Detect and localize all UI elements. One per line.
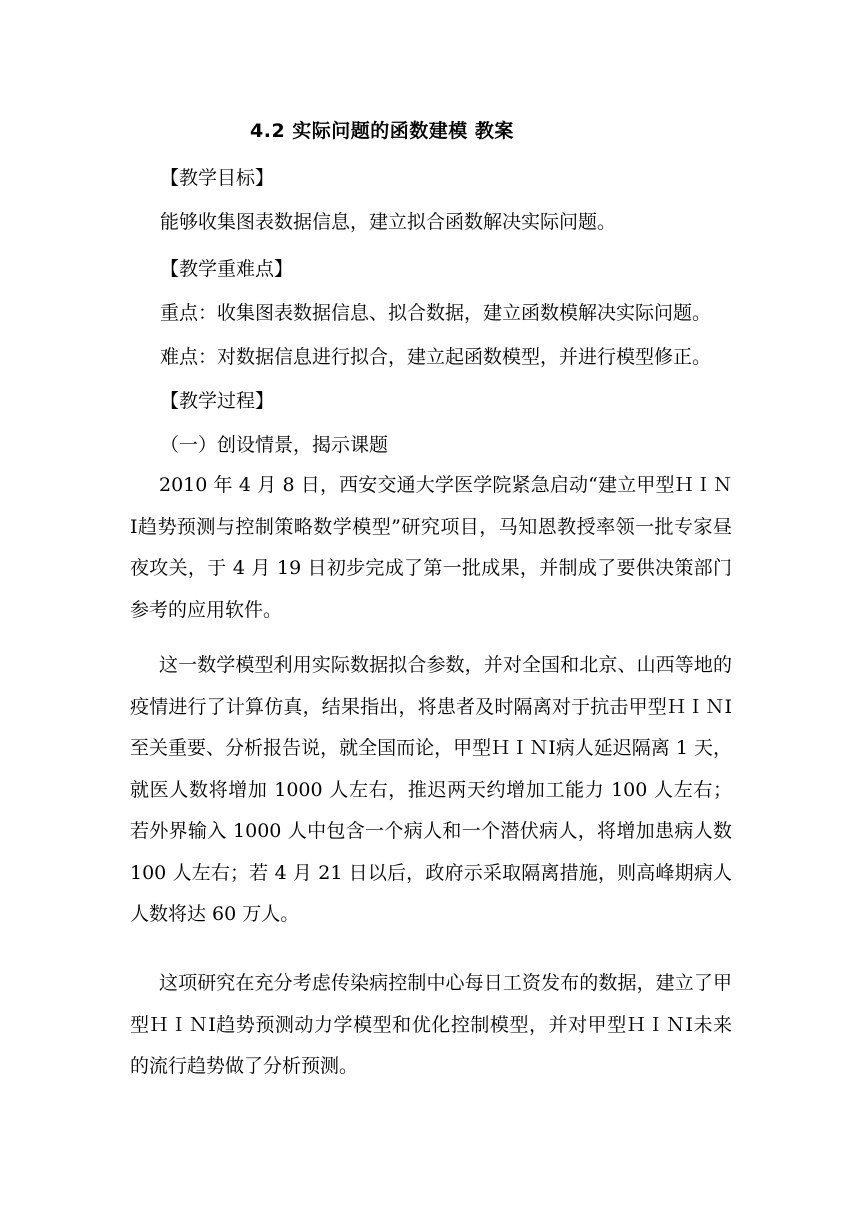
section-heading-key-points: 【教学重难点】 <box>160 258 294 280</box>
difficult-point-text: 难点：对数据信息进行拟合，建立起函数模型，并进行模型修正。 <box>160 346 712 368</box>
body-paragraph: 这一数学模型利用实际数据拟合参数，并对全国和北京、山西等地的疫情进行了计算仿真，结果指出，将患者及时隔离对于抗击甲型ＨＩＮⅠ至关重要、分析报告说，就全国而论，甲型ＨＩＮⅠ病人延迟隔离 1 天，就医人数将增加 1000 人左右，推迟两天约增加工能力 100 人左右；若外界输入 1000 人中包含一个病人和一个潜伏病人，将增加患病人数 100 人左右；若 4 月 21 日以后，政府示采取隔离措施，则高峰期病人人数将达 60 万人。 <box>130 654 732 925</box>
document-title: 4.2 实际问题的函数建模 教案 <box>250 120 514 142</box>
body-paragraph: 这项研究在充分考虑传染病控制中心每日工资发布的数据，建立了甲型ＨＩＮⅠ趋势预测动力学模型和优化控制模型，并对甲型ＨＩＮⅠ未来的流行趋势做了分析预测。 <box>130 972 732 1077</box>
key-point-text: 重点：收集图表数据信息、拟合数据，建立函数模解决实际问题。 <box>160 302 712 324</box>
section-heading-teaching-process: 【教学过程】 <box>160 390 275 412</box>
body-paragraph: 2010 年 4 月 8 日，西安交通大学医学院紧急启动“建立甲型ＨＩＮⅠ趋势预测与控制策略数学模型”研究项目，马知恩教授率领一批专家昼夜攻关，于 4 月 19 日初步完成了第一批成果，并制成了要供决策部门参考的应用软件。 <box>130 474 732 621</box>
subsection-heading-intro: （一）创设情景，揭示课题 <box>160 434 389 456</box>
teaching-goal-text: 能够收集图表数据信息，建立拟合函数解决实际问题。 <box>160 211 617 233</box>
section-heading-teaching-goals: 【教学目标】 <box>160 167 275 189</box>
